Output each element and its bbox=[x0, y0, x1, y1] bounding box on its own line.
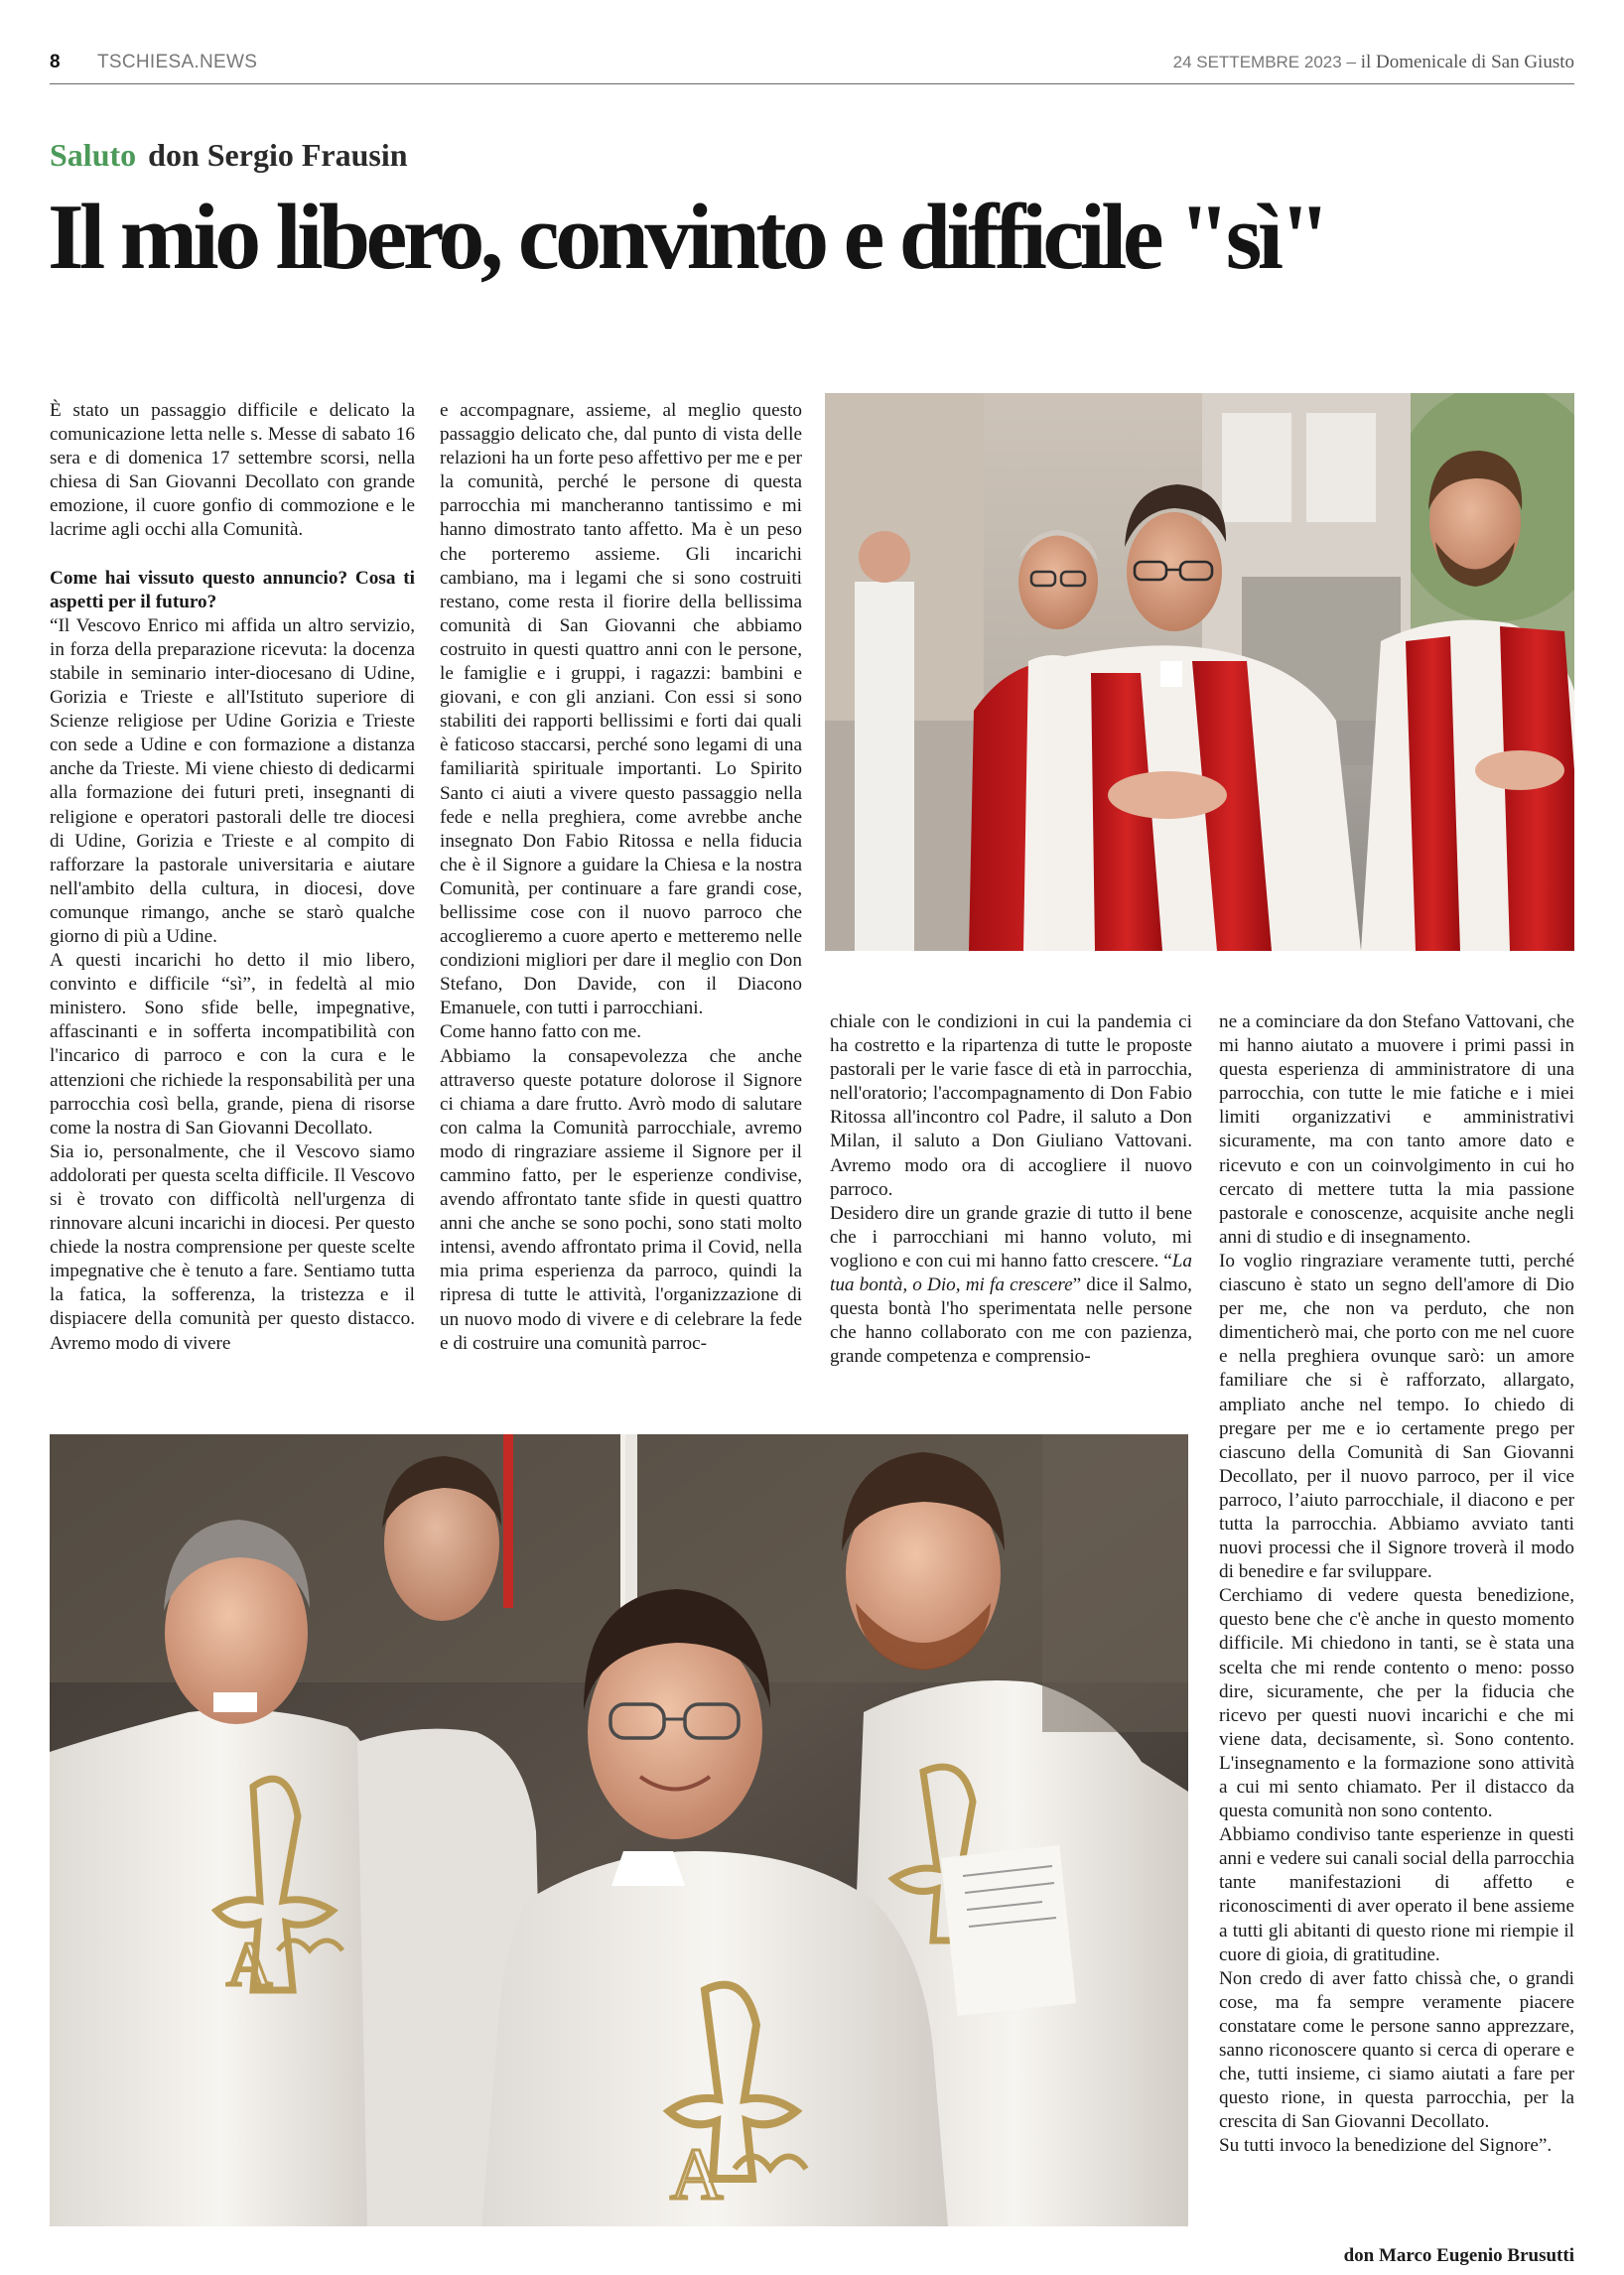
article-signature: don Marco Eugenio Brusutti bbox=[1343, 2245, 1574, 2266]
quote-tail: ” dice il Salmo, questa bontà l'ho sperimentata nelle persone che hanno collaborato con me con pazienza, grande competenza e comprensio- bbox=[830, 1274, 1192, 1368]
paragraph: Cerchiamo di vedere questa benedizione, questo bene che c'è anche in questo momento difficile. Mi chiedono in tanti, se è stata una scelta che mi rende contento o meno: posso dire, sicuramente, che per la fiducia che ricevo per questi nuovi incarichi e che mi viene data, decisamente, sì. Sono contento. L'insegnamento e la formazione sono attività a cui mi sento chiamato. Per il distacco da questa comunità non sono contento. bbox=[1219, 1585, 1574, 1822]
text-column-2 bbox=[440, 399, 802, 1356]
paragraph: Su tutti invoco la benedizione del Signore”. bbox=[1219, 2135, 1553, 2157]
alpha-glyph: A bbox=[670, 2134, 724, 2215]
issue-info bbox=[1173, 52, 1574, 73]
paragraph: Sia io, personalmente, che il Vescovo siamo addolorati per questa scelta difficile. Il Vescovo si è trovato con difficoltà nell'urgenza di rinnovare alcuni incarichi in diocesi. Per questo chiede la nostra comprensione per queste scelte impegnative che è tenuto a fare. Sentiamo tutta la fatica, la sofferenza, la tristezza e il dispiacere della comunità per questo distacco. Avremo modo di vivere bbox=[50, 1140, 415, 1354]
text-column-4 bbox=[1219, 1010, 1574, 2159]
paragraph: ne a cominciare da don Stefano Vattovani, che mi hanno aiutato a muovere i primi passi in questa esperienza di amministratore di una parrocchia, con tutte le mie fatiche e i miei limiti organizzativi e amministrativi sicuramente, ma con tanto amore dato e ricevuto e con un coinvolgimento in cui ho cercato di mettere tutta la mia passione pastorale e conoscenze, acquisite anche negli anni di studio e di insegnamento. bbox=[1219, 1011, 1574, 1248]
section-label: Saluto bbox=[50, 137, 137, 173]
page-number: 8 bbox=[50, 52, 61, 72]
text-column-3 bbox=[830, 1010, 1192, 1369]
text-column-1 bbox=[50, 399, 415, 1356]
paragraph: Abbiamo condiviso tante esperienze in questi anni e vedere sui canali social della parrocchia tante manifestazioni di affetto e riconoscimenti di aver operato il bene assieme a tutti gli abitanti di questo rione mi riempie il cuore di gioia, di gratitudine. bbox=[1219, 1824, 1574, 1965]
paragraph: “Il Vescovo Enrico mi affida un altro servizio, in forza della preparazione ricevuta: la docenza stabile in seminario inter-diocesano di Udine, Gorizia e Trieste e all'Istituto superiore di Scienze religiose per Udine Gorizia e Trieste con sede a Udine e con formazione a distanza anche da Trieste. Mi viene chiesto di dedicarmi alla formazione dei futuri preti, insegnanti di religione e operatori pastorali delle tre diocesi di Udine, Gorizia e Trieste e al compito di rafforzare la pastorale universitaria e aiutare nell'ambito della cultura, in diocesi, dove comunque rimango, anche se starò qualche giorno di più a Udine. bbox=[50, 614, 415, 947]
photo-illustration bbox=[825, 393, 1574, 951]
article-kicker bbox=[50, 137, 408, 174]
paragraph: chiale con le condizioni in cui la pandemia ci ha costretto e la ripartenza di tutte le proposte pastorali per le varie fasce di età in parrocchia, nell'oratorio; l'accompagnamento di Don Fabio Ritossa all'incontro col Padre, il saluto a Don Milan, il saluto a Don Giuliano Vattovani. Avremo modo ora di accogliere il nuovo parroco. bbox=[830, 1011, 1192, 1200]
photo-illustration bbox=[50, 1434, 1188, 2226]
photo-priests-white-vestments bbox=[50, 1434, 1188, 2226]
issue-date: 24 SETTEMBRE 2023 bbox=[1172, 53, 1342, 71]
photo-priests-red-stoles bbox=[825, 393, 1574, 951]
article-headline: Il mio libero, convinto e difficile "sì" bbox=[48, 186, 1327, 289]
paragraph: Abbiamo la consapevolezza che anche attraverso queste potature dolorose il Signore ci chiama a dare frutto. Avrò modo di salutare con calma la Comunità parrocchiale, avremo modo di ringraziare assieme il Signore per il cammino fatto, per le esperienze condivise, avendo affrontato tante sfide in questi quattro anni che anche se sono pochi, sono stati molto intensi, avendo affrontato prima il Covid, nella mia prima esperienza da parroco, quindi la ripresa di tutte le attività, l'organizzazione di un nuovo modo di vivere e di celebrare la fede e di costruire una comunità parroc- bbox=[440, 1045, 802, 1354]
psalm-quote: La tua bontà, o Dio, mi fa crescere bbox=[830, 1250, 1192, 1296]
paragraph: A questi incarichi ho detto il mio libero, convinto e difficile “sì”, in fedeltà al mio ministero. Sono sfide belle, impegnative, affascinanti e in sofferta incompatibilità con l'incarico di parroco e con la cura e le attenzioni che richiede la responsabilità per una parrocchia così bella, grande, piena di risorse come la nostra di San Giovanni Decollato. bbox=[50, 950, 415, 1138]
paragraph bbox=[830, 1202, 1192, 1370]
site-name: TSCHIESA.NEWS bbox=[97, 52, 258, 72]
page-header bbox=[50, 50, 1574, 84]
paragraph: e accompagnare, assieme, al meglio questo passaggio delicato che, dal punto di vista delle relazioni ha un forte peso affettivo per me e per la comunità, perché le persone di questa parrocchia mi mancheranno tantissimo e mi hanno dimostrato tanto affetto. Ma è un peso che porteremo assieme. Gli incarichi cambiano, ma i legami che si sono costruiti restano, come resta il fiorire della bellissima comunità di San Giovanni che abbiamo costruito in questi quattro anni con le persone, le famiglie e i gruppi, i ragazzi: bambini e giovani, e con gli anziani. Con essi si sono stabiliti dei rapporti bellissimi e forti dai quali è faticoso staccarsi, perché sono legami di una familiarità spirituale importanti. Lo Spirito Santo ci aiuti a vivere questo passaggio nella fede e nella preghiera, come avrebbe anche insegnato Don Fabio Ritossa e nella fiducia che è il Signore a guidare la Chiesa e la nostra Comunità, per continuare a fare grandi cose, bellissime cose con il nuovo parroco che accoglieremo a cuore aperto e metteremo nelle condizioni migliori per dare il meglio con Don Stefano, Don Davide, con il Diacono Emanuele, con tutti i parrocchiani. bbox=[440, 400, 802, 1019]
quote-lead: Desidero dire un grande grazie di tutto il bene che i parrocchiani mi hanno voluto, mi vogliono e con cui mi hanno fatto crescere. “ bbox=[830, 1202, 1192, 1271]
paragraph: Come hanno fatto con me. bbox=[440, 1021, 642, 1043]
paragraph: Io voglio ringraziare veramente tutti, perché ciascuno è stato un segno dell'amore di Dio per me, che non va perduto, che non dimenticherò mai, che porto con me nel cuore e nella preghiera ovunque sarò: un amore familiare che si è rafforzato, allargato, ampliato anche nel tempo. Io chiedo di pregare per me e io certamente prego per ciascuno della Comunità di San Giovanni Decollato, per il nuovo parroco, per il vice parroco, l’aiuto parrocchiale, il diacono e per tutta la parrocchia. Abbiamo avviato tanti nuovi processi che il Signore troverà il modo di benedire e far sviluppare. bbox=[1219, 1250, 1574, 1583]
alpha-glyph: A bbox=[226, 1929, 273, 1999]
paragraph: È stato un passaggio difficile e delicato la comunicazione letta nelle s. Messe di sabato 16 sera e di domenica 17 settembre scorsi, nella chiesa di San Giovanni Decollato con grande emozione, il cuore gonfio di commozione e le lacrime agli occhi alla Comunità. bbox=[50, 400, 415, 541]
paragraph: Non credo di aver fatto chissà che, o grandi cose, ma fa sempre veramente piacere constatare come le persone sanno apprezzare, sanno riconoscere quanto si cerca di operare e che, tutti insieme, ci siamo aiutati a fare per questo rione, in questa parrocchia, per la crescita di San Giovanni Decollato. bbox=[1219, 1967, 1574, 2133]
kicker-author: don Sergio Frausin bbox=[148, 137, 408, 173]
paper-name: il Domenicale di San Giusto bbox=[1360, 52, 1574, 72]
issue-separator: – bbox=[1341, 52, 1361, 72]
interview-question: Come hai vissuto questo annuncio? Cosa ti aspetti per il futuro? bbox=[50, 567, 415, 612]
